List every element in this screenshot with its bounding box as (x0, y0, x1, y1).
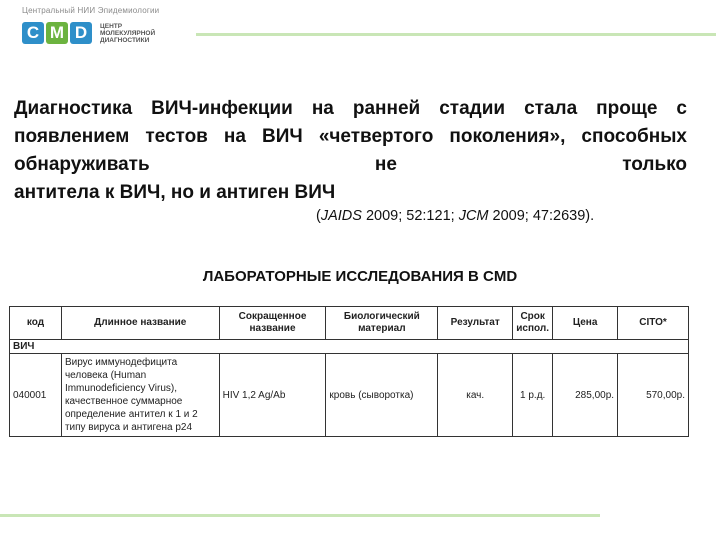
cell-code: 040001 (10, 354, 62, 437)
lead-line-3: поколения», способных обнаруживать не только (14, 126, 687, 175)
lead-line-1: Диагностика ВИЧ-инфекции на ранней стадии стала (14, 98, 578, 119)
logo-subtitle: ЦЕНТР МОЛЕКУЛЯРНОЙ ДИАГНОСТИКИ (100, 22, 156, 44)
logo-letter-m: M (46, 22, 68, 44)
citation-ref-1: 2009; 52:121; (361, 208, 459, 224)
cell-long-name: Вирус иммунодефицита человека (Human Immunodeficiency Virus), качественное суммарное определение антител к 1 и 2 типу вируса и антигена p24 (61, 354, 219, 437)
citation-journal-jaids: JAIDS (320, 208, 362, 224)
header-code: код (10, 307, 62, 340)
citation (316, 208, 594, 224)
cell-term: 1 р.д. (513, 354, 553, 437)
group-label: ВИЧ (10, 340, 689, 354)
header-short-name: Сокращенное название (219, 307, 326, 340)
citation-open: ( (316, 208, 321, 224)
footer-divider (0, 514, 600, 517)
header-divider (196, 33, 716, 36)
lead-line-2: проще с появлением тестов на ВИЧ «четвертого (14, 98, 687, 147)
cell-material: кровь (сыворотка) (326, 354, 438, 437)
citation-ref-2: 2009; 47:2639). (488, 208, 595, 224)
cell-short-name: HIV 1,2 Ag/Ab (219, 354, 326, 437)
cmd-logo (22, 22, 160, 44)
header-long-name: Длинное название (61, 307, 219, 340)
logo-letters (22, 22, 94, 44)
lead-line-4: антитела к ВИЧ, но и антиген ВИЧ (14, 182, 336, 203)
citation-journal-jcm: JCM (458, 208, 489, 224)
cell-price: 285,00р. (553, 354, 618, 437)
table-header-row (10, 307, 689, 340)
header-material: Биологический материал (326, 307, 438, 340)
section-title: ЛАБОРАТОРНЫЕ ИССЛЕДОВАНИЯ В CMD (202, 268, 518, 285)
table-group-row (10, 340, 689, 354)
header-term: Срок испол. (513, 307, 553, 340)
header (0, 0, 720, 60)
lead-paragraph (14, 95, 687, 207)
logo-letter-c: C (22, 22, 44, 44)
table-row (10, 354, 689, 437)
lab-tests-table (9, 306, 689, 437)
logo-letter-d: D (70, 22, 92, 44)
cell-result: кач. (438, 354, 513, 437)
header-cito: CITO* (618, 307, 689, 340)
header-result: Результат (438, 307, 513, 340)
cell-cito: 570,00р. (618, 354, 689, 437)
org-name: Центральный НИИ Эпидемиологии (22, 6, 160, 15)
header-price: Цена (553, 307, 618, 340)
